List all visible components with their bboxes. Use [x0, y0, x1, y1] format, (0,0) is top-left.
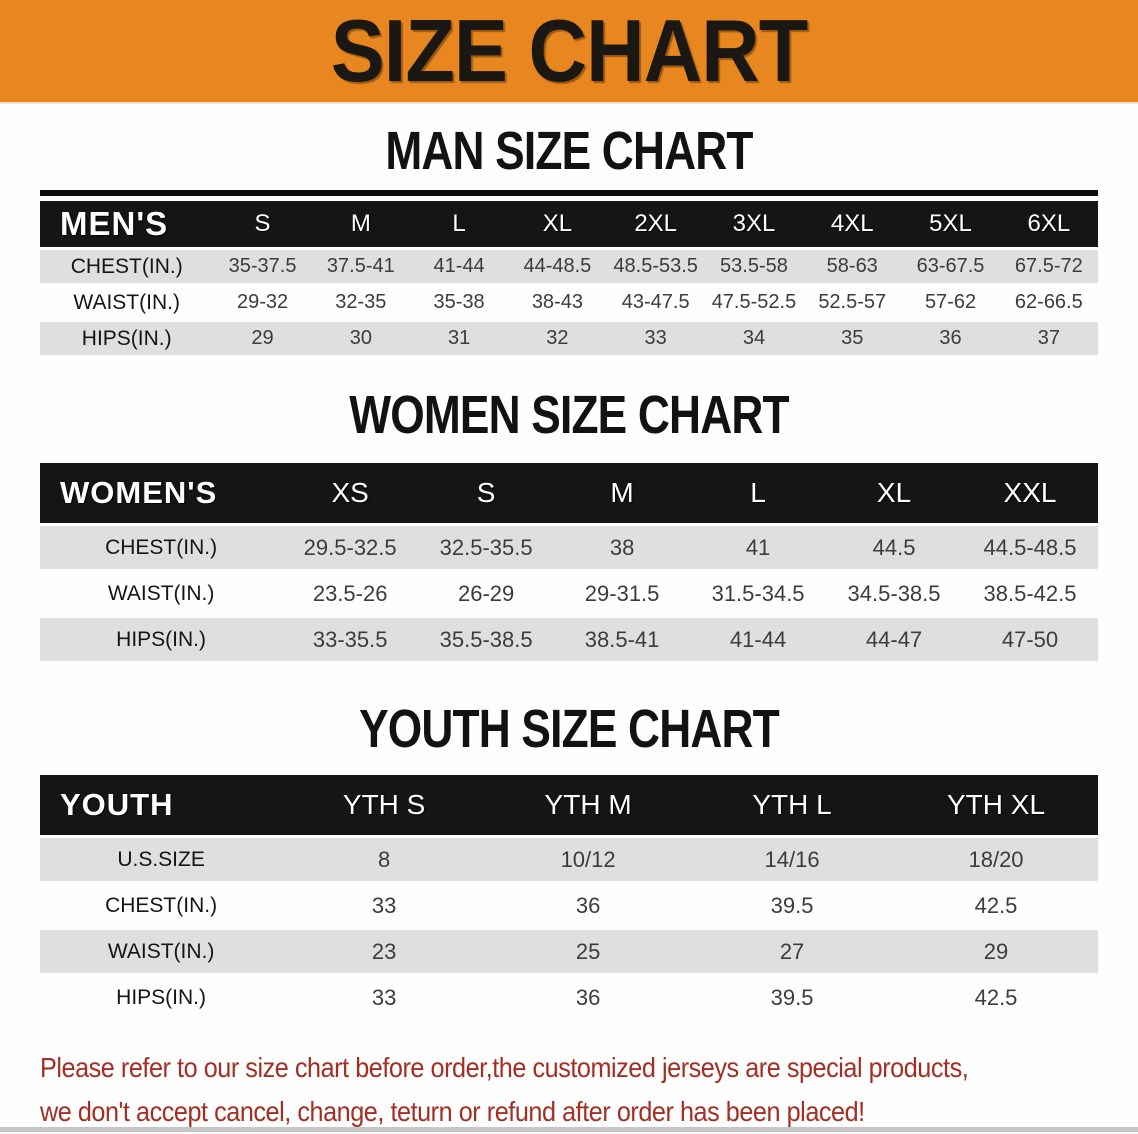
value-cell: 42.5 — [974, 892, 1018, 918]
size-column-header: S — [213, 201, 311, 247]
size-column-header: YTH L — [690, 775, 894, 835]
size-column-header: YTH M — [486, 775, 690, 835]
value-cell: 36 — [575, 892, 601, 918]
value-cell: 44-48.5 — [508, 250, 606, 283]
size-column-header: S — [418, 463, 554, 523]
youth-section — [0, 699, 1138, 1022]
disclaimer — [40, 1046, 1138, 1134]
measurement-row — [40, 930, 1098, 973]
men-size-table — [40, 198, 1098, 358]
value-cell: 44-47 — [826, 618, 962, 661]
table-header-row — [40, 775, 1098, 835]
disclaimer-line-2: we don't accept cancel, change, teturn or refund after order has been placed! — [40, 1096, 865, 1127]
measurement-row — [40, 572, 1098, 615]
women-section-title: WOMEN SIZE CHART — [349, 385, 789, 445]
size-column-header: XL — [826, 463, 962, 523]
value-cell: 33 — [607, 322, 705, 355]
value-cell: 38.5-41 — [554, 618, 690, 661]
banner-title: SIZE CHART — [330, 1, 808, 100]
size-column-header: M — [554, 463, 690, 523]
value-cell: 23.5-26 — [312, 580, 388, 606]
table-group-label: YOUTH — [40, 775, 282, 835]
size-column-header: XXL — [962, 463, 1098, 523]
size-column-header: 6XL — [1000, 201, 1098, 247]
value-cell: 37 — [1000, 322, 1098, 355]
size-column-header: 2XL — [607, 201, 705, 247]
value-cell: 35.5-38.5 — [418, 618, 554, 661]
measurement-row — [40, 884, 1098, 927]
value-cell: 30 — [312, 322, 410, 355]
value-cell: 8 — [282, 838, 486, 881]
size-column-header: XL — [508, 201, 606, 247]
value-cell: 47-50 — [962, 618, 1098, 661]
value-cell: 53.5-58 — [705, 250, 803, 283]
row-label-cell: CHEST(IN.) — [40, 526, 282, 569]
value-cell: 52.5-57 — [818, 291, 887, 313]
size-chart-banner — [0, 0, 1138, 104]
value-cell: 10/12 — [486, 838, 690, 881]
row-label-cell: U.S.SIZE — [40, 838, 282, 881]
value-cell: 36 — [575, 984, 601, 1010]
row-label-cell: WAIST(IN.) — [40, 930, 282, 973]
youth-table-wrap — [40, 772, 1098, 1022]
measurement-row — [40, 976, 1098, 1019]
women-section — [0, 385, 1138, 664]
youth-size-table — [40, 772, 1098, 1022]
row-label-cell: CHEST(IN.) — [40, 250, 213, 283]
value-cell: 32.5-35.5 — [418, 526, 554, 569]
value-cell: 32-35 — [335, 291, 387, 313]
men-section — [0, 121, 1138, 358]
row-label-cell: HIPS(IN.) — [116, 985, 206, 1009]
value-cell: 34.5-38.5 — [847, 580, 941, 606]
size-column-header: YTH S — [282, 775, 486, 835]
size-column-header: 4XL — [803, 201, 901, 247]
table-group-label: WOMEN'S — [40, 463, 282, 523]
value-cell: 44.5-48.5 — [962, 526, 1098, 569]
table-header-row — [40, 201, 1098, 247]
value-cell: 29-32 — [236, 291, 289, 313]
value-cell: 27 — [690, 930, 894, 973]
value-cell: 29 — [213, 322, 311, 355]
value-cell: 29 — [894, 930, 1098, 973]
size-column-header: L — [410, 201, 508, 247]
value-cell: 39.5 — [770, 984, 814, 1010]
value-cell: 43-47.5 — [621, 291, 690, 313]
women-size-table — [40, 460, 1098, 664]
row-label-cell: WAIST(IN.) — [73, 290, 180, 314]
value-cell: 31.5-34.5 — [711, 580, 805, 606]
value-cell: 26-29 — [457, 580, 515, 606]
men-table-wrap — [40, 190, 1098, 358]
measurement-row — [40, 526, 1098, 569]
row-label-cell: CHEST(IN.) — [105, 893, 218, 917]
table-header-row — [40, 463, 1098, 523]
value-cell: 63-67.5 — [901, 250, 999, 283]
value-cell: 44.5 — [826, 526, 962, 569]
value-cell: 33 — [371, 984, 397, 1010]
value-cell: 32 — [508, 322, 606, 355]
value-cell: 33-35.5 — [282, 618, 418, 661]
value-cell: 34 — [705, 322, 803, 355]
measurement-row — [40, 618, 1098, 661]
size-column-header: M — [312, 201, 410, 247]
table-group-label: MEN'S — [40, 201, 213, 247]
value-cell: 35 — [803, 322, 901, 355]
value-cell: 39.5 — [770, 892, 814, 918]
value-cell: 25 — [486, 930, 690, 973]
value-cell: 41-44 — [690, 618, 826, 661]
size-column-header: 5XL — [901, 201, 999, 247]
size-column-header: L — [690, 463, 826, 523]
value-cell: 23 — [282, 930, 486, 973]
value-cell: 48.5-53.5 — [607, 250, 705, 283]
value-cell: 38-43 — [531, 291, 583, 313]
women-table-wrap — [40, 460, 1098, 664]
value-cell: 62-66.5 — [1014, 291, 1083, 313]
bottom-edge-strip — [0, 1127, 1138, 1132]
value-cell: 57-62 — [924, 291, 977, 313]
value-cell: 33 — [371, 892, 397, 918]
value-cell: 37.5-41 — [312, 250, 410, 283]
value-cell: 29-31.5 — [584, 580, 660, 606]
disclaimer-line-1: Please refer to our size chart before order,the customized jerseys are special products, — [40, 1052, 969, 1083]
youth-section-title: YOUTH SIZE CHART — [359, 699, 779, 759]
value-cell: 35-38 — [433, 291, 485, 313]
value-cell: 47.5-52.5 — [711, 291, 797, 313]
value-cell: 29.5-32.5 — [282, 526, 418, 569]
row-label-cell: WAIST(IN.) — [107, 581, 215, 605]
value-cell: 41-44 — [410, 250, 508, 283]
value-cell: 36 — [901, 322, 999, 355]
row-label-cell: HIPS(IN.) — [40, 322, 213, 355]
value-cell: 35-37.5 — [213, 250, 311, 283]
value-cell: 14/16 — [690, 838, 894, 881]
value-cell: 18/20 — [894, 838, 1098, 881]
measurement-row — [40, 322, 1098, 355]
size-column-header: YTH XL — [894, 775, 1098, 835]
row-label-cell: HIPS(IN.) — [40, 618, 282, 661]
men-section-title: MAN SIZE CHART — [385, 121, 753, 181]
value-cell: 38 — [554, 526, 690, 569]
value-cell: 31 — [410, 322, 508, 355]
measurement-row — [40, 250, 1098, 283]
value-cell: 67.5-72 — [1000, 250, 1098, 283]
value-cell: 58-63 — [803, 250, 901, 283]
value-cell: 41 — [690, 526, 826, 569]
size-column-header: XS — [282, 463, 418, 523]
value-cell: 42.5 — [974, 984, 1018, 1010]
value-cell: 38.5-42.5 — [983, 580, 1077, 606]
measurement-row — [40, 838, 1098, 881]
measurement-row — [40, 286, 1098, 319]
size-column-header: 3XL — [705, 201, 803, 247]
